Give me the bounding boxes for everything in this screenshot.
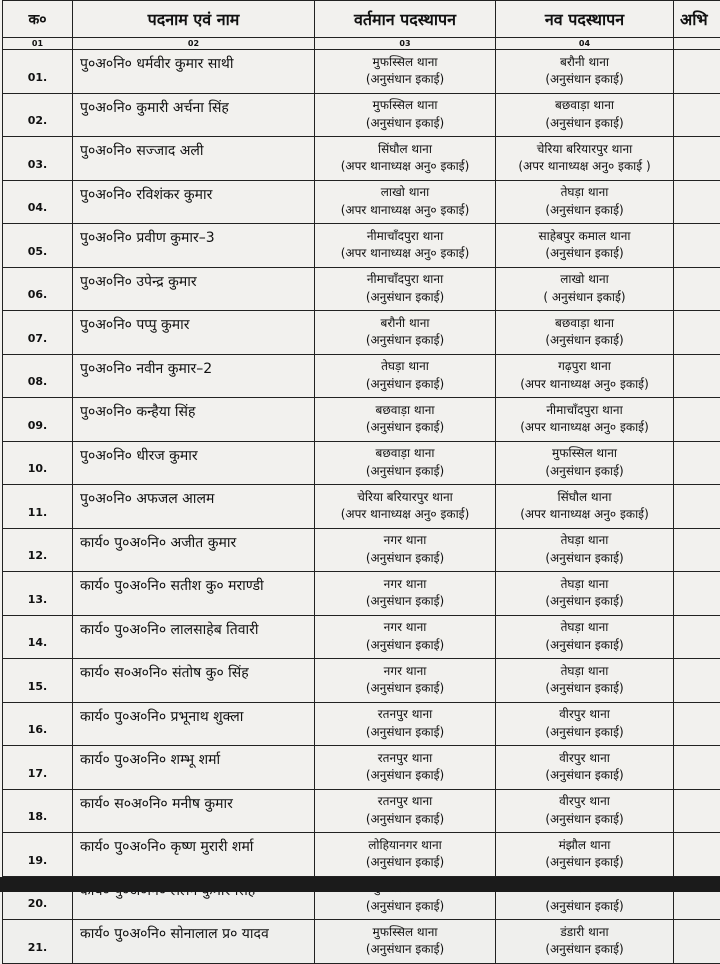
- current-posting: [315, 659, 496, 703]
- unit: (अपर थानाध्यक्ष अनु० इकाई): [496, 419, 673, 437]
- officer-name: कार्य० पु०अ०नि० कृष्ण मुरारी शर्मा: [73, 833, 315, 877]
- new-posting: [496, 441, 674, 485]
- transfer-table: [2, 0, 720, 964]
- police-station: लाखो थाना: [315, 184, 495, 202]
- current-posting: [315, 485, 496, 529]
- unit: (अपर थानाध्यक्ष अनु० इकाई ): [496, 158, 673, 176]
- unit: (अपर थानाध्यक्ष अनु० इकाई): [496, 506, 673, 524]
- police-station: नीमाचाँदपुरा थाना: [315, 228, 495, 246]
- unit: (अनुसंधान इकाई): [315, 854, 495, 872]
- officer-name: पु०अ०नि० अफजल आलम: [73, 485, 315, 529]
- table-body: [3, 50, 720, 964]
- unit: (अनुसंधान इकाई): [496, 767, 673, 785]
- police-station: सिंघौल थाना: [315, 141, 495, 159]
- remarks-cell: [674, 833, 720, 877]
- table-row: [3, 702, 720, 746]
- current-posting: [315, 702, 496, 746]
- unit: (अनुसंधान इकाई): [315, 419, 495, 437]
- police-station: डंडारी थाना: [496, 924, 673, 942]
- unit: (अनुसंधान इकाई): [315, 941, 495, 959]
- unit: (अपर थानाध्यक्ष अनु० इकाई): [315, 245, 495, 263]
- unit: (अनुसंधान इकाई): [496, 463, 673, 481]
- unit: (अनुसंधान इकाई): [315, 724, 495, 742]
- police-station: लाखो थाना: [496, 271, 673, 289]
- police-station: बछवाड़ा थाना: [315, 445, 495, 463]
- remarks-cell: [674, 398, 720, 442]
- remarks-cell: [674, 354, 720, 398]
- remarks-cell: [674, 920, 720, 964]
- column-number: 01: [3, 38, 73, 50]
- serial-number: 12.: [3, 528, 73, 572]
- table-row: [3, 267, 720, 311]
- police-station: मुफस्सिल थाना: [496, 445, 673, 463]
- header-designation-name: पदनाम एवं नाम: [73, 1, 315, 38]
- bottom-edge: [0, 877, 720, 892]
- police-station: बछवाड़ा थाना: [496, 97, 673, 115]
- police-station: सिंघौल थाना: [496, 489, 673, 507]
- serial-number: 02.: [3, 93, 73, 137]
- remarks-cell: [674, 659, 720, 703]
- police-station: रतनपुर थाना: [315, 706, 495, 724]
- table-row: [3, 441, 720, 485]
- table-row: [3, 50, 720, 94]
- header-row: [3, 1, 720, 38]
- header-current-posting: वर्तमान पदस्थापन: [315, 1, 496, 38]
- current-posting: [315, 528, 496, 572]
- unit: (अनुसंधान इकाई): [315, 71, 495, 89]
- police-station: गढ़पुरा थाना: [496, 358, 673, 376]
- serial-number: 01.: [3, 50, 73, 94]
- officer-name: पु०अ०नि० प्रवीण कुमार–3: [73, 224, 315, 268]
- table-row: [3, 528, 720, 572]
- unit: (अपर थानाध्यक्ष अनु० इकाई): [315, 506, 495, 524]
- new-posting: [496, 485, 674, 529]
- police-station: वीरपुर थाना: [496, 793, 673, 811]
- officer-name: पु०अ०नि० धर्मवीर कुमार साथी: [73, 50, 315, 94]
- new-posting: [496, 137, 674, 181]
- unit: (अपर थानाध्यक्ष अनु० इकाई): [315, 202, 495, 220]
- remarks-cell: [674, 789, 720, 833]
- serial-number: 21.: [3, 920, 73, 964]
- serial-number: 10.: [3, 441, 73, 485]
- serial-number: 17.: [3, 746, 73, 790]
- current-posting: [315, 224, 496, 268]
- current-posting: [315, 398, 496, 442]
- unit: (अनुसंधान इकाई): [496, 550, 673, 568]
- police-station: रतनपुर थाना: [315, 750, 495, 768]
- remarks-cell: [674, 224, 720, 268]
- police-station: तेघड़ा थाना: [496, 532, 673, 550]
- header-serial: क०: [3, 1, 73, 38]
- new-posting: [496, 920, 674, 964]
- current-posting: [315, 789, 496, 833]
- police-station: नगर थाना: [315, 663, 495, 681]
- new-posting: [496, 702, 674, 746]
- unit: (अनुसंधान इकाई): [315, 811, 495, 829]
- table-row: [3, 485, 720, 529]
- officer-name: पु०अ०नि० धीरज कुमार: [73, 441, 315, 485]
- unit: (अनुसंधान इकाई): [496, 898, 673, 916]
- police-station: तेघड़ा थाना: [496, 184, 673, 202]
- officer-name: कार्य० पु०अ०नि० अजीत कुमार: [73, 528, 315, 572]
- unit: (अनुसंधान इकाई): [315, 898, 495, 916]
- remarks-cell: [674, 572, 720, 616]
- police-station: चेरिया बरियारपुर थाना: [496, 141, 673, 159]
- new-posting: [496, 746, 674, 790]
- new-posting: [496, 93, 674, 137]
- remarks-cell: [674, 93, 720, 137]
- unit: (अनुसंधान इकाई): [315, 680, 495, 698]
- unit: (अनुसंधान इकाई): [315, 767, 495, 785]
- table-row: [3, 659, 720, 703]
- officer-name: पु०अ०नि० रविशंकर कुमार: [73, 180, 315, 224]
- officer-name: पु०अ०नि० उपेन्द्र कुमार: [73, 267, 315, 311]
- police-station: मुफस्सिल थाना: [315, 924, 495, 942]
- table-row: [3, 224, 720, 268]
- police-station: तेघड़ा थाना: [496, 619, 673, 637]
- table-row: [3, 789, 720, 833]
- police-station: वीरपुर थाना: [496, 706, 673, 724]
- serial-number: 14.: [3, 615, 73, 659]
- remarks-cell: [674, 702, 720, 746]
- unit: (अनुसंधान इकाई): [315, 376, 495, 394]
- unit: (अनुसंधान इकाई): [315, 463, 495, 481]
- unit: (अनुसंधान इकाई): [496, 332, 673, 350]
- remarks-cell: [674, 746, 720, 790]
- police-station: मंझौल थाना: [496, 837, 673, 855]
- officer-name: कार्य० पु०अ०नि० शम्भू शर्मा: [73, 746, 315, 790]
- officer-name: कार्य० पु०अ०नि० लालसाहेब तिवारी: [73, 615, 315, 659]
- serial-number: 11.: [3, 485, 73, 529]
- officer-name: पु०अ०नि० पप्पु कुमार: [73, 311, 315, 355]
- serial-number: 08.: [3, 354, 73, 398]
- serial-number: 18.: [3, 789, 73, 833]
- new-posting: [496, 267, 674, 311]
- police-station: नगर थाना: [315, 619, 495, 637]
- new-posting: [496, 528, 674, 572]
- table-row: [3, 920, 720, 964]
- new-posting: [496, 398, 674, 442]
- table-row: [3, 93, 720, 137]
- current-posting: [315, 441, 496, 485]
- new-posting: [496, 572, 674, 616]
- current-posting: [315, 354, 496, 398]
- police-station: बरौनी थाना: [496, 54, 673, 72]
- current-posting: [315, 267, 496, 311]
- remarks-cell: [674, 50, 720, 94]
- current-posting: [315, 93, 496, 137]
- police-station: तेघड़ा थाना: [315, 358, 495, 376]
- current-posting: [315, 572, 496, 616]
- new-posting: [496, 659, 674, 703]
- unit: (अनुसंधान इकाई): [496, 593, 673, 611]
- table-row: [3, 354, 720, 398]
- new-posting: [496, 615, 674, 659]
- remarks-cell: [674, 137, 720, 181]
- police-station: बछवाड़ा थाना: [315, 402, 495, 420]
- column-number-row: [3, 38, 720, 50]
- table-row: [3, 398, 720, 442]
- police-station: रतनपुर थाना: [315, 793, 495, 811]
- officer-name: पु०अ०नि० कन्हैया सिंह: [73, 398, 315, 442]
- column-number: 02: [73, 38, 315, 50]
- unit: (अपर थानाध्यक्ष अनु० इकाई): [496, 376, 673, 394]
- police-station: नगर थाना: [315, 532, 495, 550]
- unit: (अनुसंधान इकाई): [315, 289, 495, 307]
- unit: (अनुसंधान इकाई): [496, 245, 673, 263]
- table-row: [3, 311, 720, 355]
- table-row: [3, 746, 720, 790]
- officer-name: कार्य० पु०अ०नि० प्रभूनाथ शुक्ला: [73, 702, 315, 746]
- new-posting: [496, 180, 674, 224]
- current-posting: [315, 311, 496, 355]
- column-number: 03: [315, 38, 496, 50]
- serial-number: 19.: [3, 833, 73, 877]
- unit: (अनुसंधान इकाई): [496, 724, 673, 742]
- current-posting: [315, 180, 496, 224]
- header-new-posting: नव पदस्थापन: [496, 1, 674, 38]
- unit: (अनुसंधान इकाई): [496, 637, 673, 655]
- remarks-cell: [674, 180, 720, 224]
- current-posting: [315, 746, 496, 790]
- new-posting: [496, 789, 674, 833]
- unit: (अनुसंधान इकाई): [496, 115, 673, 133]
- serial-number: 16.: [3, 702, 73, 746]
- unit: (अनुसंधान इकाई): [496, 811, 673, 829]
- police-station: बरौनी थाना: [315, 315, 495, 333]
- serial-number: 06.: [3, 267, 73, 311]
- officer-name: कार्य० स०अ०नि० संतोष कु० सिंह: [73, 659, 315, 703]
- police-station: तेघड़ा थाना: [496, 576, 673, 594]
- officer-name: कार्य० पु०अ०नि० सोनालाल प्र० यादव: [73, 920, 315, 964]
- serial-number: 15.: [3, 659, 73, 703]
- new-posting: [496, 311, 674, 355]
- serial-number: 09.: [3, 398, 73, 442]
- new-posting: [496, 354, 674, 398]
- current-posting: [315, 615, 496, 659]
- unit: (अनुसंधान इकाई): [496, 941, 673, 959]
- table-row: [3, 137, 720, 181]
- table-row: [3, 615, 720, 659]
- unit: (अनुसंधान इकाई): [315, 115, 495, 133]
- police-station: नीमाचाँदपुरा थाना: [315, 271, 495, 289]
- police-station: तेघड़ा थाना: [496, 663, 673, 681]
- police-station: मुफस्सिल थाना: [315, 54, 495, 72]
- new-posting: [496, 833, 674, 877]
- unit: (अनुसंधान इकाई): [496, 71, 673, 89]
- officer-name: पु०अ०नि० कुमारी अर्चना सिंह: [73, 93, 315, 137]
- table-row: [3, 572, 720, 616]
- table-row: [3, 180, 720, 224]
- police-station: वीरपुर थाना: [496, 750, 673, 768]
- police-station: नीमाचाँदपुरा थाना: [496, 402, 673, 420]
- unit: (अनुसंधान इकाई): [496, 202, 673, 220]
- remarks-cell: [674, 485, 720, 529]
- serial-number: 03.: [3, 137, 73, 181]
- unit: (अनुसंधान इकाई): [496, 854, 673, 872]
- police-station: बछवाड़ा थाना: [496, 315, 673, 333]
- table-row: [3, 833, 720, 877]
- current-posting: [315, 137, 496, 181]
- unit: (अनुसंधान इकाई): [315, 332, 495, 350]
- remarks-cell: [674, 441, 720, 485]
- new-posting: [496, 50, 674, 94]
- serial-number: 20.: [3, 876, 73, 920]
- officer-name: पु०अ०नि० नवीन कुमार–2: [73, 354, 315, 398]
- current-posting: [315, 50, 496, 94]
- unit: (अनुसंधान इकाई): [315, 550, 495, 568]
- serial-number: 05.: [3, 224, 73, 268]
- new-posting: [496, 224, 674, 268]
- unit: (अनुसंधान इकाई): [315, 637, 495, 655]
- serial-number: 04.: [3, 180, 73, 224]
- current-posting: [315, 833, 496, 877]
- police-station: नगर थाना: [315, 576, 495, 594]
- column-number: [674, 38, 720, 50]
- police-station: मुफस्सिल थाना: [315, 97, 495, 115]
- officer-name: कार्य० स०अ०नि० मनीष कुमार: [73, 789, 315, 833]
- column-number: 04: [496, 38, 674, 50]
- unit: (अपर थानाध्यक्ष अनु० इकाई): [315, 158, 495, 176]
- unit: (अनुसंधान इकाई): [496, 680, 673, 698]
- remarks-cell: [674, 267, 720, 311]
- serial-number: 07.: [3, 311, 73, 355]
- remarks-cell: [674, 528, 720, 572]
- remarks-cell: [674, 615, 720, 659]
- officer-name: पु०अ०नि० सज्जाद अली: [73, 137, 315, 181]
- serial-number: 13.: [3, 572, 73, 616]
- unit: ( अनुसंधान इकाई): [496, 289, 673, 307]
- police-station: लोहियानगर थाना: [315, 837, 495, 855]
- police-station: साहेबपुर कमाल थाना: [496, 228, 673, 246]
- officer-name: कार्य० पु०अ०नि० सतीश कु० मराण्डी: [73, 572, 315, 616]
- remarks-cell: [674, 311, 720, 355]
- unit: (अनुसंधान इकाई): [315, 593, 495, 611]
- current-posting: [315, 920, 496, 964]
- header-remarks: अभि: [674, 1, 720, 38]
- police-station: चेरिया बरियारपुर थाना: [315, 489, 495, 507]
